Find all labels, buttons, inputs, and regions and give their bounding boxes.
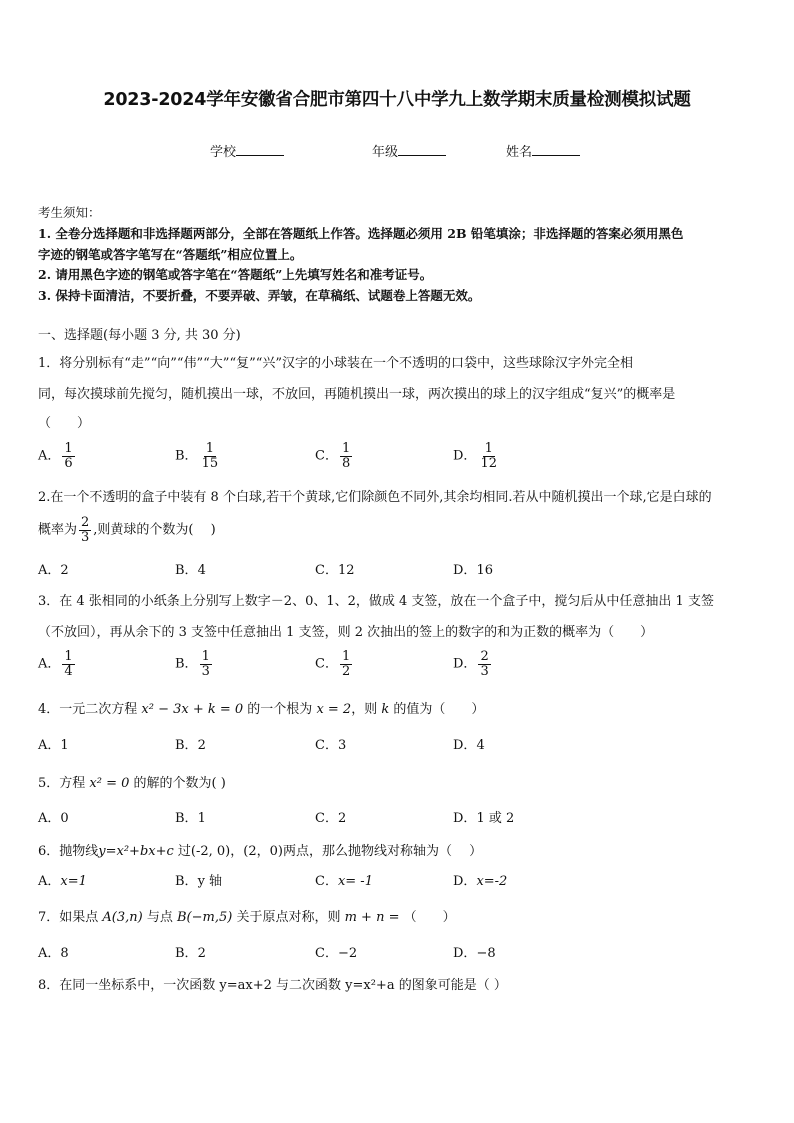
q1-line2: 同，每次摸球前先搅匀，随机摸出一球，不放回，再随机摸出一球，两次摸出的球上的汉字组成“复兴”的概率是 [38,387,676,402]
q4-option-b: B．2 [175,738,206,753]
q5-option-a: A．0 [38,811,69,826]
q3-option-c: C． $\frac{1}{2}$ [315,649,351,679]
q5-option-d: D．1 或 2 [453,811,515,826]
q4-option-a: A．1 [38,738,69,753]
q6-option-c: C．x= -1 [315,874,373,889]
q1-option-d: D． $\frac{1}{12}$ [453,441,497,471]
q2-option-c: C．12 [315,563,355,578]
section-heading: 一、选择题(每小题 3 分, 共 30 分) [38,328,241,343]
q2-option-b: B．4 [175,563,206,578]
notice-item-2: 2. 请用黑色字迹的钢笔或答字笔在“答题纸”上先填写姓名和准考证号。 [38,267,433,282]
q6-option-a: A．x=1 [38,874,87,889]
school-field [210,141,284,160]
q7-line1: 7．如果点 A(3,n) 与点 B(−m,5) 关于原点对称，则 m + n = （ ） [38,910,456,925]
q6-line1: 6．抛物线y=x²+bx+c 过(-2, 0)，(2，0)两点，那么抛物线对称轴为（ ） [38,844,483,859]
q2-option-d: D．16 [453,563,493,578]
name-field [506,141,580,160]
notice-item-1a: 1. 全卷分选择题和非选择题两部分，全部在答题纸上作答。选择题必须用 2B 铅笔填涂；非选择题的答案必须用黑色 [38,226,684,241]
q3-line1: 3．在 4 张相同的小纸条上分别写上数字－2、0、1、2，做成 4 支签，放在一个盒子中，搅匀后从中任意抽出 1 支签 [38,594,714,609]
q3-option-b: B． $\frac{1}{3}$ [175,649,210,679]
q3-option-d: D． $\frac{2}{3}$ [453,649,489,679]
q3-option-a: A． $\frac{1}{4}$ [38,649,73,679]
q7-option-a: A．8 [38,946,69,961]
q5-option-b: B．1 [175,811,206,826]
q2-line1: 2.在一个不透明的盒子中装有 8 个白球,若干个黄球,它们除颜色不同外,其余均相同.若从中随机摸出一个球,它是白球的 [38,490,712,505]
q4-option-d: D．4 [453,738,485,753]
q1-line3: （ ） [38,416,91,431]
grade-field [372,141,446,160]
grade-label: 年级 [372,145,399,160]
notice-item-1b: 字迹的钢笔或答字笔写在“答题纸”相应位置上。 [38,247,303,262]
q1-option-a: A． $\frac{1}{6}$ [38,441,73,471]
q6-option-d: D．x=-2 [453,874,508,889]
notice-item-3: 3. 保持卡面清洁，不要折叠，不要弄破、弄皱，在草稿纸、试题卷上答题无效。 [38,288,481,303]
grade-blank [398,143,446,156]
q1-option-c: C． $\frac{1}{8}$ [315,441,351,471]
q4-option-c: C．3 [315,738,347,753]
q2-line2: 概率为 $\frac{2}{3}$ ,则黄球的个数为( ) [38,515,216,545]
q1-option-b: B． $\frac{1}{15}$ [175,441,219,471]
school-blank [236,143,284,156]
name-label: 姓名 [506,145,533,160]
q7-option-d: D．−8 [453,946,496,961]
school-label: 学校 [210,145,237,160]
q3-line2: （不放回），再从余下的 3 支签中任意抽出 1 支签，则 2 次抽出的签上的数字的和为正数的概率为（ ） [38,625,654,640]
q5-line1: 5．方程 x² = 0 的解的个数为( ) [38,776,226,791]
q5-option-c: C．2 [315,811,347,826]
name-blank [532,143,580,156]
notice-heading: 考生须知： [38,205,101,220]
page-title: 2023-2024学年安徽省合肥市第四十八中学九上数学期末质量检测模拟试题 [103,90,691,110]
q6-option-b: B．y 轴 [175,874,223,889]
q2-option-a: A．2 [38,563,69,578]
q7-option-b: B．2 [175,946,206,961]
q4-line1: 4．一元二次方程 x² − 3x + k = 0 的一个根为 x = 2，则 k 的值为（ ） [38,702,485,717]
q8-line1: 8．在同一坐标系中，一次函数 y=ax+2 与二次函数 y=x²+a 的图象可能是（ ） [38,978,507,993]
q1-line1: 1．将分别标有“走”“向”“伟”“大”“复”“兴”汉字的小球装在一个不透明的口袋中，这些球除汉字外完全相 [38,356,634,371]
q7-option-c: C．−2 [315,946,358,961]
